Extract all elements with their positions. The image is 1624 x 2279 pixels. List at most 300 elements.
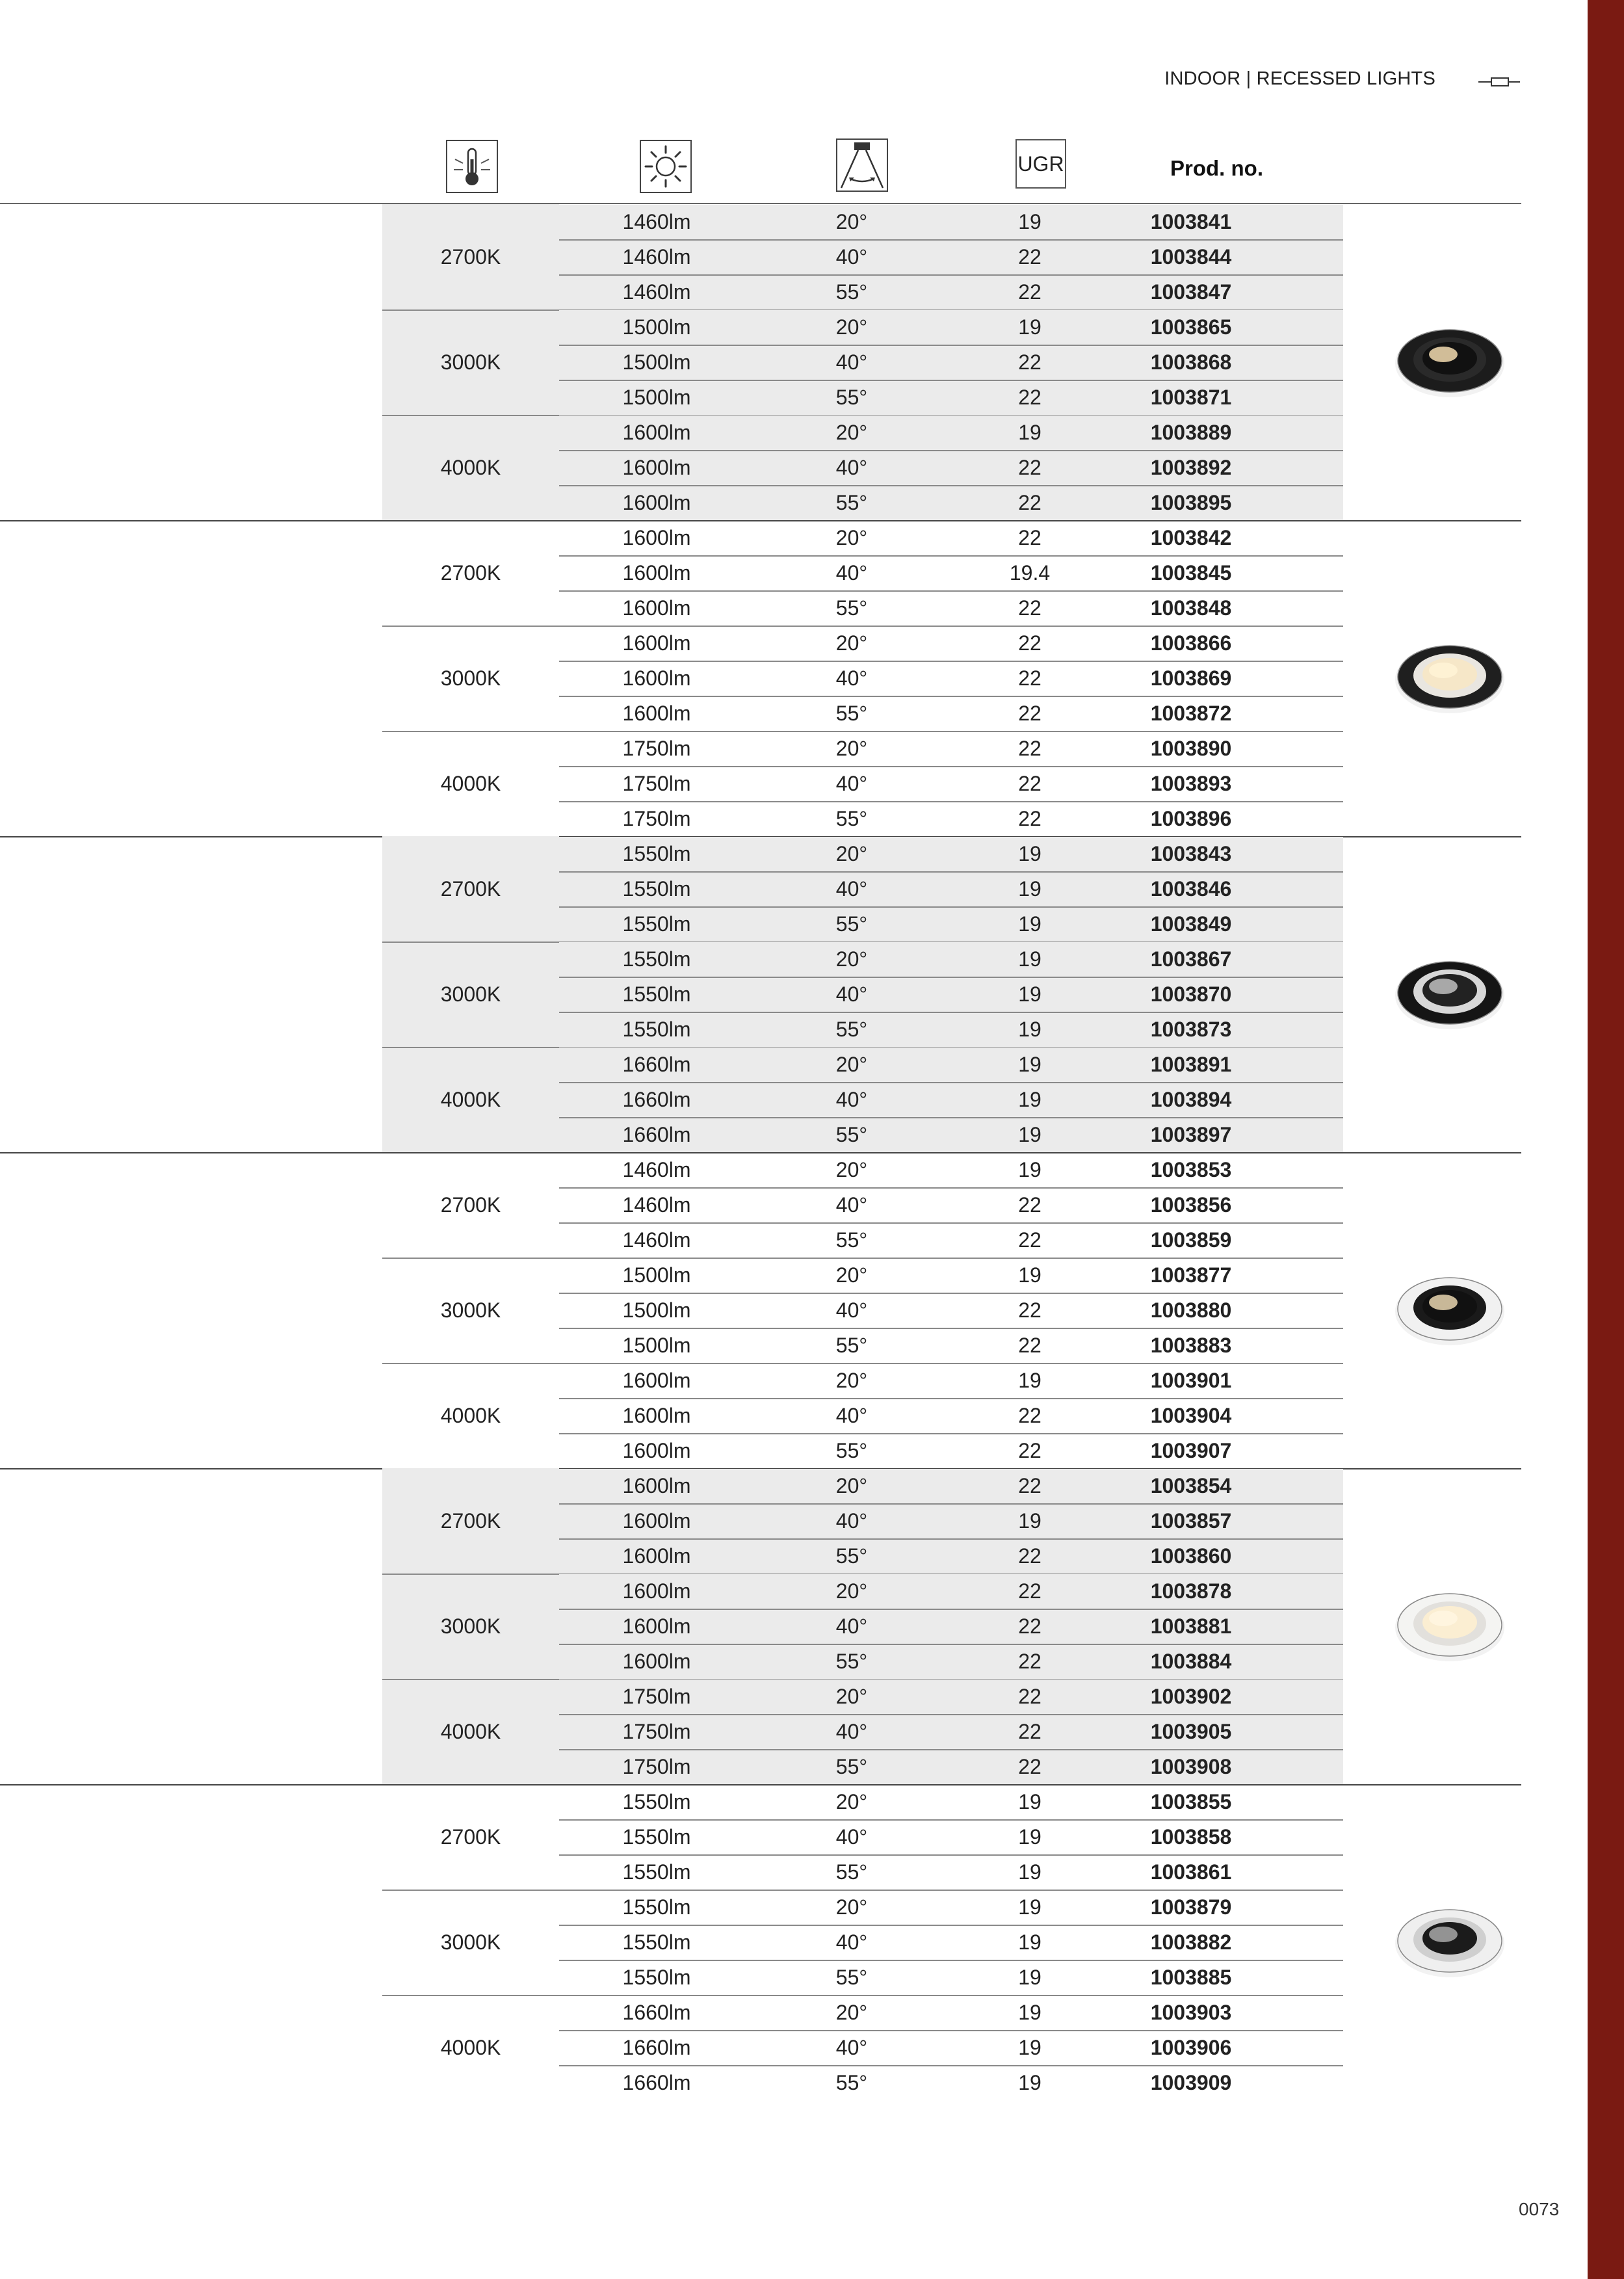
- luminous-flux-cell: 1460lm: [622, 210, 691, 233]
- beam-angle-cell: 40°: [835, 877, 868, 901]
- row-divider: [559, 555, 1343, 557]
- prod-no-header: Prod. no.: [1170, 156, 1263, 180]
- table-row: [559, 1750, 1343, 1784]
- beam-angle-cell: 55°: [835, 1018, 868, 1041]
- ugr-cell: 19: [1018, 2001, 1041, 2024]
- beam-angle-cell: 40°: [835, 1193, 868, 1217]
- temperature-subgroup: [382, 1363, 1343, 1468]
- temperature-subgroup: [382, 1995, 1343, 2100]
- luminous-flux-cell: 1750lm: [622, 1755, 691, 1778]
- luminous-flux-cell: 1600lm: [622, 702, 691, 725]
- luminous-flux-cell: 1600lm: [622, 491, 691, 514]
- beam-angle-cell: 40°: [835, 561, 868, 585]
- color-temperature-cell: 4000K: [440, 771, 501, 795]
- table-row: [559, 1680, 1343, 1714]
- table-row: [559, 837, 1343, 871]
- ugr-cell: 22: [1018, 1334, 1041, 1357]
- product-number-cell: 1003846: [1150, 877, 1232, 901]
- ugr-cell: 19: [1018, 315, 1041, 339]
- table-row: [559, 1855, 1343, 1890]
- luminous-flux-cell: 1750lm: [622, 807, 691, 830]
- beam-angle-cell: 20°: [835, 737, 868, 760]
- table-row: [559, 696, 1343, 731]
- beam-angle-cell: 55°: [835, 1966, 868, 1989]
- color-temperature-cell: 4000K: [382, 415, 559, 520]
- row-divider: [559, 1749, 1343, 1750]
- table-row: [559, 556, 1343, 590]
- page-number: 0073: [1519, 2199, 1560, 2219]
- product-group: [0, 204, 1521, 520]
- luminous-flux-cell: 1460lm: [622, 1228, 691, 1252]
- ugr-cell: 22: [1018, 807, 1041, 830]
- ugr-cell: 22: [1018, 1404, 1041, 1427]
- product-number-cell: 1003893: [1150, 772, 1232, 795]
- product-number-cell: 1003880: [1150, 1298, 1232, 1322]
- color-temperature-cell: 2700K: [440, 560, 501, 585]
- temperature-subgroup: [382, 626, 1343, 731]
- luminous-flux-cell: 1550lm: [622, 947, 691, 971]
- table-row: [559, 872, 1343, 906]
- color-temperature-cell: 3000K: [440, 1298, 501, 1322]
- beam-angle-cell: 55°: [835, 1544, 868, 1568]
- product-number-cell: 1003889: [1150, 421, 1232, 444]
- ugr-cell: 22: [1018, 631, 1041, 655]
- color-temperature-cell: 4000K: [440, 1403, 501, 1427]
- table-row: [559, 2066, 1343, 2100]
- table-row: [559, 1960, 1343, 1995]
- product-group: [0, 1468, 1521, 1784]
- beam-angle-cell: 40°: [835, 1930, 868, 1954]
- row-divider: [559, 1960, 1343, 1961]
- product-number-cell: 1003865: [1150, 315, 1232, 339]
- table-row: [559, 626, 1343, 661]
- table-row: [559, 1890, 1343, 1925]
- row-divider: [559, 450, 1343, 451]
- row-divider: [559, 1222, 1343, 1224]
- ugr-cell: 22: [1018, 386, 1041, 409]
- beam-angle-cell: 55°: [835, 386, 868, 409]
- temperature-subgroup: [382, 1679, 1343, 1784]
- row-divider: [559, 380, 1343, 381]
- luminous-flux-cell: 1600lm: [622, 1404, 691, 1427]
- table-row: [559, 380, 1343, 415]
- table-row: [559, 1504, 1343, 1538]
- beam-angle-cell: 40°: [835, 1614, 868, 1638]
- color-temperature-icon: [446, 140, 498, 193]
- temperature-subgroup: [382, 942, 1343, 1047]
- beam-angle-cell: 20°: [835, 2001, 868, 2024]
- row-divider: [559, 1538, 1343, 1540]
- color-temperature-cell: 4000K: [440, 2035, 501, 2059]
- product-image: [1391, 1271, 1508, 1349]
- product-number-cell: 1003902: [1150, 1685, 1232, 1708]
- beam-angle-icon: [836, 138, 888, 192]
- luminous-flux-cell: 1750lm: [622, 1720, 691, 1743]
- luminous-flux-cell: 1600lm: [622, 1650, 691, 1673]
- table-row: [559, 1153, 1343, 1187]
- beam-angle-cell: 40°: [835, 245, 868, 269]
- product-image: [1391, 639, 1508, 717]
- color-temperature-cell: 2700K: [440, 1825, 501, 1849]
- ugr-cell: 19: [1018, 1088, 1041, 1111]
- luminous-flux-cell: 1600lm: [622, 1474, 691, 1497]
- row-divider: [559, 871, 1343, 873]
- beam-angle-cell: 55°: [835, 1860, 868, 1884]
- table-row: [559, 1012, 1343, 1047]
- product-number-cell: 1003909: [1150, 2071, 1232, 2094]
- row-divider: [559, 345, 1343, 346]
- ugr-cell: 19.4: [1009, 561, 1051, 585]
- ugr-cell: 19: [1018, 1509, 1041, 1533]
- ugr-cell: 22: [1018, 666, 1041, 690]
- product-number-cell: 1003872: [1150, 702, 1232, 725]
- ugr-cell: 19: [1018, 912, 1041, 936]
- product-number-cell: 1003858: [1150, 1825, 1232, 1849]
- product-group: [0, 836, 1521, 1152]
- beam-angle-cell: 40°: [835, 2036, 868, 2059]
- temperature-subgroup: [382, 520, 1343, 626]
- table-row: [559, 907, 1343, 942]
- row-divider: [559, 661, 1343, 662]
- ugr-cell: 19: [1018, 982, 1041, 1006]
- row-divider: [559, 2065, 1343, 2066]
- row-divider: [559, 1293, 1343, 1294]
- table-row: [559, 1925, 1343, 1960]
- ugr-cell: 22: [1018, 596, 1041, 620]
- product-number-cell: 1003866: [1150, 631, 1232, 655]
- product-table: [0, 204, 1521, 2100]
- color-temperature-cell: 2700K: [382, 1468, 559, 1574]
- product-number-cell: 1003908: [1150, 1755, 1232, 1778]
- ugr-cell: 19: [1018, 1825, 1041, 1849]
- luminous-flux-cell: 1500lm: [622, 1298, 691, 1322]
- table-row: [559, 1644, 1343, 1679]
- ugr-cell: 19: [1018, 421, 1041, 444]
- table-row: [559, 1399, 1343, 1433]
- luminous-flux-cell: 1500lm: [622, 1334, 691, 1357]
- product-number-cell: 1003892: [1150, 456, 1232, 479]
- ugr-cell: 22: [1018, 280, 1041, 304]
- ugr-cell: 19: [1018, 1966, 1041, 1989]
- beam-angle-cell: 20°: [835, 1053, 868, 1076]
- ugr-cell: 22: [1018, 456, 1041, 479]
- table-row: [559, 1258, 1343, 1293]
- product-image: [1391, 1903, 1508, 1981]
- ugr-cell: 19: [1018, 1263, 1041, 1287]
- table-row: [559, 205, 1343, 239]
- table-row: [559, 1434, 1343, 1468]
- luminous-flux-cell: 1660lm: [622, 2036, 691, 2059]
- luminous-flux-cell: 1600lm: [622, 421, 691, 444]
- beam-angle-cell: 20°: [835, 1895, 868, 1919]
- luminous-flux-cell: 1460lm: [622, 1158, 691, 1181]
- table-row: [559, 591, 1343, 626]
- beam-angle-cell: 20°: [835, 947, 868, 971]
- luminous-flux-cell: 1550lm: [622, 1790, 691, 1813]
- ugr-cell: 22: [1018, 526, 1041, 549]
- beam-angle-cell: 55°: [835, 1228, 868, 1252]
- luminous-flux-cell: 1600lm: [622, 596, 691, 620]
- temperature-subgroup: [382, 731, 1343, 836]
- product-number-cell: 1003844: [1150, 245, 1232, 269]
- luminous-flux-cell: 1550lm: [622, 1018, 691, 1041]
- temperature-subgroup: [382, 1468, 1343, 1574]
- temperature-subgroup: [382, 836, 1343, 942]
- beam-angle-cell: 20°: [835, 315, 868, 339]
- luminous-flux-cell: 1460lm: [622, 1193, 691, 1217]
- row-divider: [559, 1854, 1343, 1856]
- beam-angle-cell: 55°: [835, 1123, 868, 1146]
- table-row: [559, 1223, 1343, 1258]
- product-number-cell: 1003901: [1150, 1369, 1232, 1392]
- row-divider: [559, 1187, 1343, 1189]
- ugr-cell: 19: [1018, 1860, 1041, 1884]
- luminous-flux-cell: 1500lm: [622, 315, 691, 339]
- product-number-cell: 1003860: [1150, 1544, 1232, 1568]
- ugr-cell: 19: [1018, 1895, 1041, 1919]
- color-temperature-cell: 2700K: [382, 204, 559, 310]
- ugr-cell: 22: [1018, 491, 1041, 514]
- ugr-cell: 22: [1018, 1474, 1041, 1497]
- beam-angle-cell: 20°: [835, 1263, 868, 1287]
- luminous-flux-cell: 1600lm: [622, 526, 691, 549]
- product-number-cell: 1003869: [1150, 666, 1232, 690]
- luminous-flux-cell: 1600lm: [622, 1614, 691, 1638]
- product-number-cell: 1003841: [1150, 210, 1232, 233]
- beam-angle-cell: 20°: [835, 1369, 868, 1392]
- temperature-subgroup: [382, 1152, 1343, 1258]
- luminous-flux-cell: 1600lm: [622, 1579, 691, 1603]
- luminous-flux-cell: 1550lm: [622, 982, 691, 1006]
- temperature-subgroup: [382, 415, 1343, 520]
- luminous-flux-cell: 1750lm: [622, 737, 691, 760]
- table-row: [559, 1715, 1343, 1749]
- product-group: [0, 1784, 1521, 2100]
- luminous-flux-cell: 1500lm: [622, 1263, 691, 1287]
- beam-angle-cell: 20°: [835, 842, 868, 865]
- color-temperature-cell: 4000K: [382, 1047, 559, 1152]
- ugr-cell: 19: [1018, 1053, 1041, 1076]
- table-row: [559, 1047, 1343, 1082]
- color-temperature-cell: 3000K: [382, 1574, 559, 1679]
- ugr-cell: 19: [1018, 877, 1041, 901]
- beam-angle-cell: 40°: [835, 456, 868, 479]
- luminous-flux-icon: [640, 140, 692, 193]
- product-number-cell: 1003890: [1150, 737, 1232, 760]
- luminous-flux-cell: 1600lm: [622, 1369, 691, 1392]
- temperature-subgroup: [382, 204, 1343, 310]
- luminous-flux-cell: 1500lm: [622, 386, 691, 409]
- row-divider: [559, 1117, 1343, 1118]
- luminous-flux-cell: 1660lm: [622, 1123, 691, 1146]
- table-row: [559, 1363, 1343, 1398]
- table-row: [559, 415, 1343, 450]
- beam-angle-cell: 20°: [835, 1158, 868, 1181]
- row-divider: [559, 485, 1343, 486]
- row-divider: [559, 1012, 1343, 1013]
- temperature-subgroup: [382, 1047, 1343, 1152]
- table-row: [559, 451, 1343, 485]
- table-row: [559, 731, 1343, 766]
- product-number-cell: 1003871: [1150, 386, 1232, 409]
- luminous-flux-cell: 1500lm: [622, 350, 691, 374]
- beam-angle-cell: 55°: [835, 1650, 868, 1673]
- ugr-cell: 22: [1018, 737, 1041, 760]
- ugr-cell: 22: [1018, 1298, 1041, 1322]
- product-group: [0, 1152, 1521, 1468]
- color-temperature-cell: 4000K: [382, 1679, 559, 1784]
- table-row: [559, 1996, 1343, 2030]
- row-divider: [559, 906, 1343, 908]
- table-row: [559, 1188, 1343, 1222]
- table-row: [559, 1785, 1343, 1819]
- product-number-cell: 1003857: [1150, 1509, 1232, 1533]
- product-number-cell: 1003905: [1150, 1720, 1232, 1743]
- table-row: [559, 275, 1343, 310]
- table-row: [559, 802, 1343, 836]
- beam-angle-cell: 20°: [835, 526, 868, 549]
- temperature-subgroup: [382, 310, 1343, 415]
- product-number-cell: 1003903: [1150, 2001, 1232, 2024]
- beam-angle-cell: 20°: [835, 1790, 868, 1813]
- beam-angle-cell: 55°: [835, 702, 868, 725]
- ugr-cell: 19: [1018, 2036, 1041, 2059]
- luminous-flux-cell: 1660lm: [622, 1053, 691, 1076]
- beam-angle-cell: 55°: [835, 491, 868, 514]
- product-number-cell: 1003896: [1150, 807, 1232, 830]
- table-row: [559, 1118, 1343, 1152]
- product-number-cell: 1003885: [1150, 1966, 1232, 1989]
- product-group: [0, 520, 1521, 836]
- ugr-cell: 19: [1018, 1930, 1041, 1954]
- ugr-header: UGR: [1015, 139, 1066, 189]
- row-divider: [559, 801, 1343, 802]
- table-row: [559, 310, 1343, 345]
- color-temperature-cell: 3000K: [440, 1930, 501, 1954]
- table-row: [559, 2031, 1343, 2065]
- color-temperature-cell: 2700K: [440, 1192, 501, 1217]
- ugr-cell: 19: [1018, 2071, 1041, 2094]
- product-number-cell: 1003907: [1150, 1439, 1232, 1462]
- product-number-cell: 1003881: [1150, 1614, 1232, 1638]
- luminous-flux-cell: 1550lm: [622, 842, 691, 865]
- row-divider: [559, 977, 1343, 978]
- beam-angle-cell: 40°: [835, 1404, 868, 1427]
- luminous-flux-cell: 1750lm: [622, 772, 691, 795]
- product-number-cell: 1003884: [1150, 1650, 1232, 1673]
- ugr-cell: 19: [1018, 210, 1041, 233]
- beam-angle-cell: 40°: [835, 1720, 868, 1743]
- ugr-cell: 19: [1018, 842, 1041, 865]
- ugr-cell: 22: [1018, 1755, 1041, 1778]
- beam-angle-cell: 20°: [835, 421, 868, 444]
- product-number-cell: 1003853: [1150, 1158, 1232, 1181]
- product-number-cell: 1003847: [1150, 280, 1232, 304]
- luminous-flux-cell: 1550lm: [622, 1860, 691, 1884]
- ugr-cell: 22: [1018, 1720, 1041, 1743]
- color-temperature-cell: 2700K: [382, 836, 559, 942]
- product-number-cell: 1003868: [1150, 350, 1232, 374]
- row-divider: [559, 1082, 1343, 1083]
- row-divider: [559, 274, 1343, 276]
- table-row: [559, 1469, 1343, 1503]
- row-divider: [559, 2030, 1343, 2031]
- beam-angle-cell: 40°: [835, 1298, 868, 1322]
- product-number-cell: 1003848: [1150, 596, 1232, 620]
- ugr-cell: 19: [1018, 1158, 1041, 1181]
- beam-angle-cell: 55°: [835, 1755, 868, 1778]
- product-number-cell: 1003882: [1150, 1930, 1232, 1954]
- ugr-cell: 22: [1018, 1685, 1041, 1708]
- product-number-cell: 1003859: [1150, 1228, 1232, 1252]
- ugr-cell: 19: [1018, 947, 1041, 971]
- table-row: [559, 240, 1343, 274]
- beam-angle-cell: 40°: [835, 772, 868, 795]
- row-divider: [559, 1433, 1343, 1434]
- product-number-cell: 1003842: [1150, 526, 1232, 549]
- luminous-flux-cell: 1460lm: [622, 280, 691, 304]
- ugr-cell: 22: [1018, 1650, 1041, 1673]
- beam-angle-cell: 40°: [835, 982, 868, 1006]
- table-row: [559, 767, 1343, 801]
- luminous-flux-cell: 1550lm: [622, 1930, 691, 1954]
- beam-angle-cell: 20°: [835, 1474, 868, 1497]
- beam-angle-cell: 55°: [835, 280, 868, 304]
- product-number-cell: 1003855: [1150, 1790, 1232, 1813]
- beam-angle-cell: 20°: [835, 631, 868, 655]
- temperature-subgroup: [382, 1890, 1343, 1995]
- product-number-cell: 1003883: [1150, 1334, 1232, 1357]
- product-image: [1391, 1587, 1508, 1665]
- temperature-subgroup: [382, 1258, 1343, 1363]
- product-number-cell: 1003843: [1150, 842, 1232, 865]
- beam-angle-cell: 55°: [835, 2071, 868, 2094]
- table-row: [559, 661, 1343, 696]
- product-number-cell: 1003904: [1150, 1404, 1232, 1427]
- beam-angle-cell: 20°: [835, 1579, 868, 1603]
- luminous-flux-cell: 1460lm: [622, 245, 691, 269]
- table-row: [559, 1574, 1343, 1609]
- product-number-cell: 1003861: [1150, 1860, 1232, 1884]
- luminous-flux-cell: 1600lm: [622, 561, 691, 585]
- row-divider: [559, 239, 1343, 241]
- ugr-cell: 19: [1018, 1123, 1041, 1146]
- row-divider: [559, 1609, 1343, 1610]
- product-number-cell: 1003895: [1150, 491, 1232, 514]
- accent-sidebar: [1588, 0, 1624, 2279]
- beam-angle-cell: 20°: [835, 1685, 868, 1708]
- luminous-flux-cell: 1600lm: [622, 1509, 691, 1533]
- beam-angle-cell: 40°: [835, 1509, 868, 1533]
- product-number-cell: 1003877: [1150, 1263, 1232, 1287]
- luminous-flux-cell: 1660lm: [622, 1088, 691, 1111]
- product-number-cell: 1003873: [1150, 1018, 1232, 1041]
- luminous-flux-cell: 1660lm: [622, 2071, 691, 2094]
- table-row: [559, 486, 1343, 520]
- product-number-cell: 1003878: [1150, 1579, 1232, 1603]
- luminous-flux-cell: 1600lm: [622, 666, 691, 690]
- table-row: [559, 521, 1343, 555]
- temperature-subgroup: [382, 1574, 1343, 1679]
- luminous-flux-cell: 1660lm: [622, 2001, 691, 2024]
- section-title: INDOOR | RECESSED LIGHTS: [1164, 68, 1435, 89]
- beam-angle-cell: 55°: [835, 1334, 868, 1357]
- ugr-cell: 22: [1018, 245, 1041, 269]
- product-number-cell: 1003856: [1150, 1193, 1232, 1217]
- table-row: [559, 942, 1343, 977]
- luminous-flux-cell: 1550lm: [622, 1895, 691, 1919]
- luminous-flux-cell: 1600lm: [622, 1544, 691, 1568]
